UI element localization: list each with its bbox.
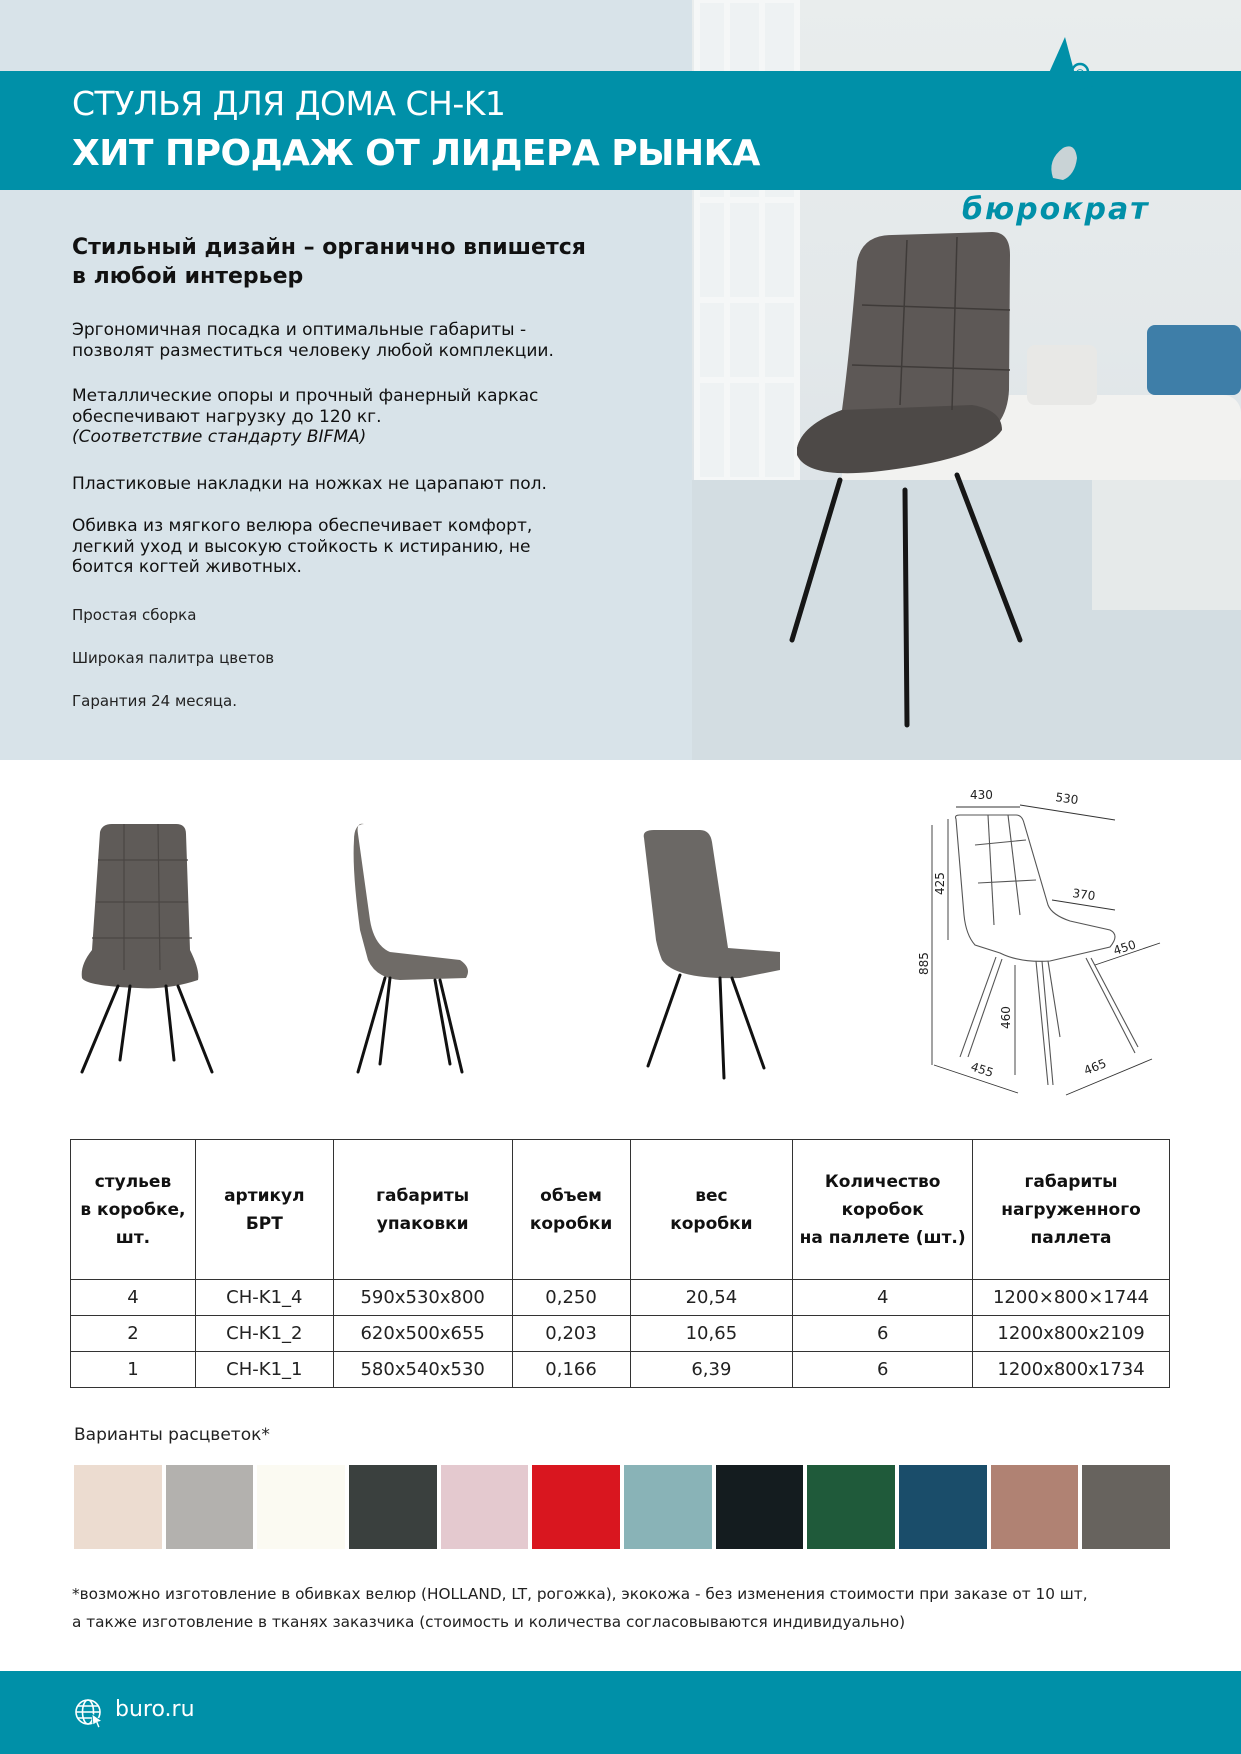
lead-heading bbox=[72, 233, 672, 291]
product-slogan: ХИТ ПРОДАЖ ОТ ЛИДЕРА РЫНКА bbox=[72, 133, 760, 174]
color-swatch bbox=[716, 1465, 804, 1549]
feature-upholstery bbox=[72, 516, 672, 578]
cell-chairs-per-box: 2 bbox=[71, 1316, 196, 1352]
cell-boxes-per-pallet: 6 bbox=[793, 1352, 973, 1388]
feature-line: Металлические опоры и прочный фанерный каркас bbox=[72, 386, 539, 406]
table-row bbox=[71, 1280, 1170, 1316]
header-line: габариты bbox=[376, 1185, 470, 1206]
cell-chairs-per-box: 4 bbox=[71, 1280, 196, 1316]
dim-530: 530 bbox=[1054, 790, 1080, 808]
col-package-dimensions bbox=[333, 1140, 512, 1280]
cell-article: CH-K1_2 bbox=[195, 1316, 333, 1352]
chair-front-view bbox=[78, 820, 218, 1080]
lead-line: Стильный дизайн – органично впишется bbox=[72, 235, 586, 260]
logo-wordmark: бюрократ bbox=[962, 192, 1150, 227]
cell-article: CH-K1_4 bbox=[195, 1280, 333, 1316]
feature-line: легкий уход и высокую стойкость к истиранию, не bbox=[72, 536, 531, 557]
cell-box-volume: 0,250 bbox=[512, 1280, 630, 1316]
cell-pallet-dimensions: 1200x800x2109 bbox=[973, 1316, 1170, 1352]
color-swatch bbox=[257, 1465, 345, 1549]
lead-line: в любой интерьер bbox=[72, 264, 304, 289]
dim-425: 425 bbox=[933, 872, 947, 895]
header-line: шт. bbox=[115, 1227, 151, 1248]
dim-370: 370 bbox=[1071, 886, 1097, 904]
color-swatch bbox=[899, 1465, 987, 1549]
color-variants-title: Варианты расцветок* bbox=[74, 1425, 270, 1445]
dim-885: 885 bbox=[917, 952, 931, 975]
packaging-table bbox=[70, 1139, 1170, 1388]
cell-box-weight: 10,65 bbox=[630, 1316, 793, 1352]
chair-side-view bbox=[340, 820, 480, 1080]
cell-chairs-per-box: 1 bbox=[71, 1352, 196, 1388]
feature-ergonomics bbox=[72, 320, 672, 361]
col-box-volume bbox=[512, 1140, 630, 1280]
color-swatch bbox=[624, 1465, 712, 1549]
color-swatch bbox=[807, 1465, 895, 1549]
feature-frame bbox=[72, 386, 672, 448]
footnote-line: *возможно изготовление в обивках велюр (HOLLAND, LT, рогожка), экокожа - без изменения стоимости при заказе от 10 шт, bbox=[72, 1585, 1088, 1603]
website-link[interactable]: buro.ru bbox=[115, 1697, 195, 1722]
dim-460: 460 bbox=[999, 1006, 1013, 1029]
feature-line: позволят разместиться человеку любой комплекции. bbox=[72, 340, 554, 361]
col-pallet-dimensions bbox=[973, 1140, 1170, 1280]
header-line: коробки bbox=[529, 1213, 613, 1234]
header-line: паллета bbox=[1030, 1227, 1112, 1248]
header-line: объем bbox=[540, 1185, 602, 1206]
header-line: Количество bbox=[824, 1171, 941, 1192]
feature-palette: Широкая палитра цветов bbox=[72, 649, 275, 667]
table-row bbox=[71, 1316, 1170, 1352]
header-line: артикул bbox=[224, 1185, 305, 1206]
product-title: СТУЛЬЯ ДЛЯ ДОМА CH-K1 bbox=[72, 84, 506, 123]
standard-note: (Соответствие стандарту BIFMA) bbox=[72, 427, 367, 447]
feature-line: Обивка из мягкого велюра обеспечивает комфорт, bbox=[72, 516, 533, 536]
header-line: нагруженного bbox=[1001, 1199, 1141, 1220]
dim-455: 455 bbox=[969, 1059, 996, 1080]
cell-box-volume: 0,166 bbox=[512, 1352, 630, 1388]
cell-box-volume: 0,203 bbox=[512, 1316, 630, 1352]
header-line: вес bbox=[695, 1185, 728, 1206]
col-box-weight bbox=[630, 1140, 793, 1280]
col-boxes-per-pallet bbox=[793, 1140, 973, 1280]
header-line: коробки bbox=[670, 1213, 753, 1234]
col-chairs-per-box bbox=[71, 1140, 196, 1280]
cell-article: CH-K1_1 bbox=[195, 1352, 333, 1388]
globe-cursor-icon bbox=[73, 1697, 105, 1729]
feature-line: Пластиковые накладки на ножках не царапают пол. bbox=[72, 474, 547, 494]
header-line: упаковки bbox=[376, 1213, 469, 1234]
table-row bbox=[71, 1352, 1170, 1388]
cell-package-dimensions: 580x540x530 bbox=[333, 1352, 512, 1388]
header-line: БРТ bbox=[245, 1213, 283, 1234]
footnote bbox=[72, 1580, 1182, 1636]
dim-465: 465 bbox=[1081, 1056, 1109, 1078]
cell-package-dimensions: 590x530x800 bbox=[333, 1280, 512, 1316]
header-line: коробок bbox=[841, 1199, 924, 1220]
color-swatch bbox=[74, 1465, 162, 1549]
header-line: габариты bbox=[1024, 1171, 1118, 1192]
cell-box-weight: 6,39 bbox=[630, 1352, 793, 1388]
color-swatch bbox=[441, 1465, 529, 1549]
color-swatch bbox=[1082, 1465, 1170, 1549]
cell-package-dimensions: 620x500x655 bbox=[333, 1316, 512, 1352]
header-line: в коробке, bbox=[80, 1199, 186, 1220]
cell-boxes-per-pallet: 6 bbox=[793, 1316, 973, 1352]
dim-430: 430 bbox=[970, 788, 993, 802]
dimension-drawing bbox=[917, 775, 1180, 1095]
cell-pallet-dimensions: 1200x800x1734 bbox=[973, 1352, 1170, 1388]
feature-assembly: Простая сборка bbox=[72, 606, 197, 624]
chair-back-view bbox=[640, 820, 780, 1080]
header-line: стульев bbox=[94, 1171, 172, 1192]
feature-warranty: Гарантия 24 месяца. bbox=[72, 692, 237, 710]
cell-box-weight: 20,54 bbox=[630, 1280, 793, 1316]
color-swatch bbox=[991, 1465, 1079, 1549]
header-line: на паллете (шт.) bbox=[799, 1227, 966, 1248]
color-swatch bbox=[166, 1465, 254, 1549]
feature-pads bbox=[72, 474, 672, 495]
color-swatch bbox=[349, 1465, 437, 1549]
feature-line: боится когтей животных. bbox=[72, 557, 302, 577]
feature-line: Эргономичная посадка и оптимальные габариты - bbox=[72, 320, 527, 340]
cell-pallet-dimensions: 1200×800×1744 bbox=[973, 1280, 1170, 1316]
color-swatches bbox=[74, 1465, 1170, 1549]
cell-boxes-per-pallet: 4 bbox=[793, 1280, 973, 1316]
footnote-line: а также изготовление в тканях заказчика (стоимость и количества согласовываются индивидуально) bbox=[72, 1613, 906, 1631]
col-article bbox=[195, 1140, 333, 1280]
registered-mark: ® bbox=[1074, 67, 1086, 80]
table-header-row bbox=[71, 1140, 1170, 1280]
dim-450: 450 bbox=[1111, 937, 1138, 958]
color-swatch bbox=[532, 1465, 620, 1549]
feature-line: обеспечивают нагрузку до 120 кг. bbox=[72, 406, 382, 427]
